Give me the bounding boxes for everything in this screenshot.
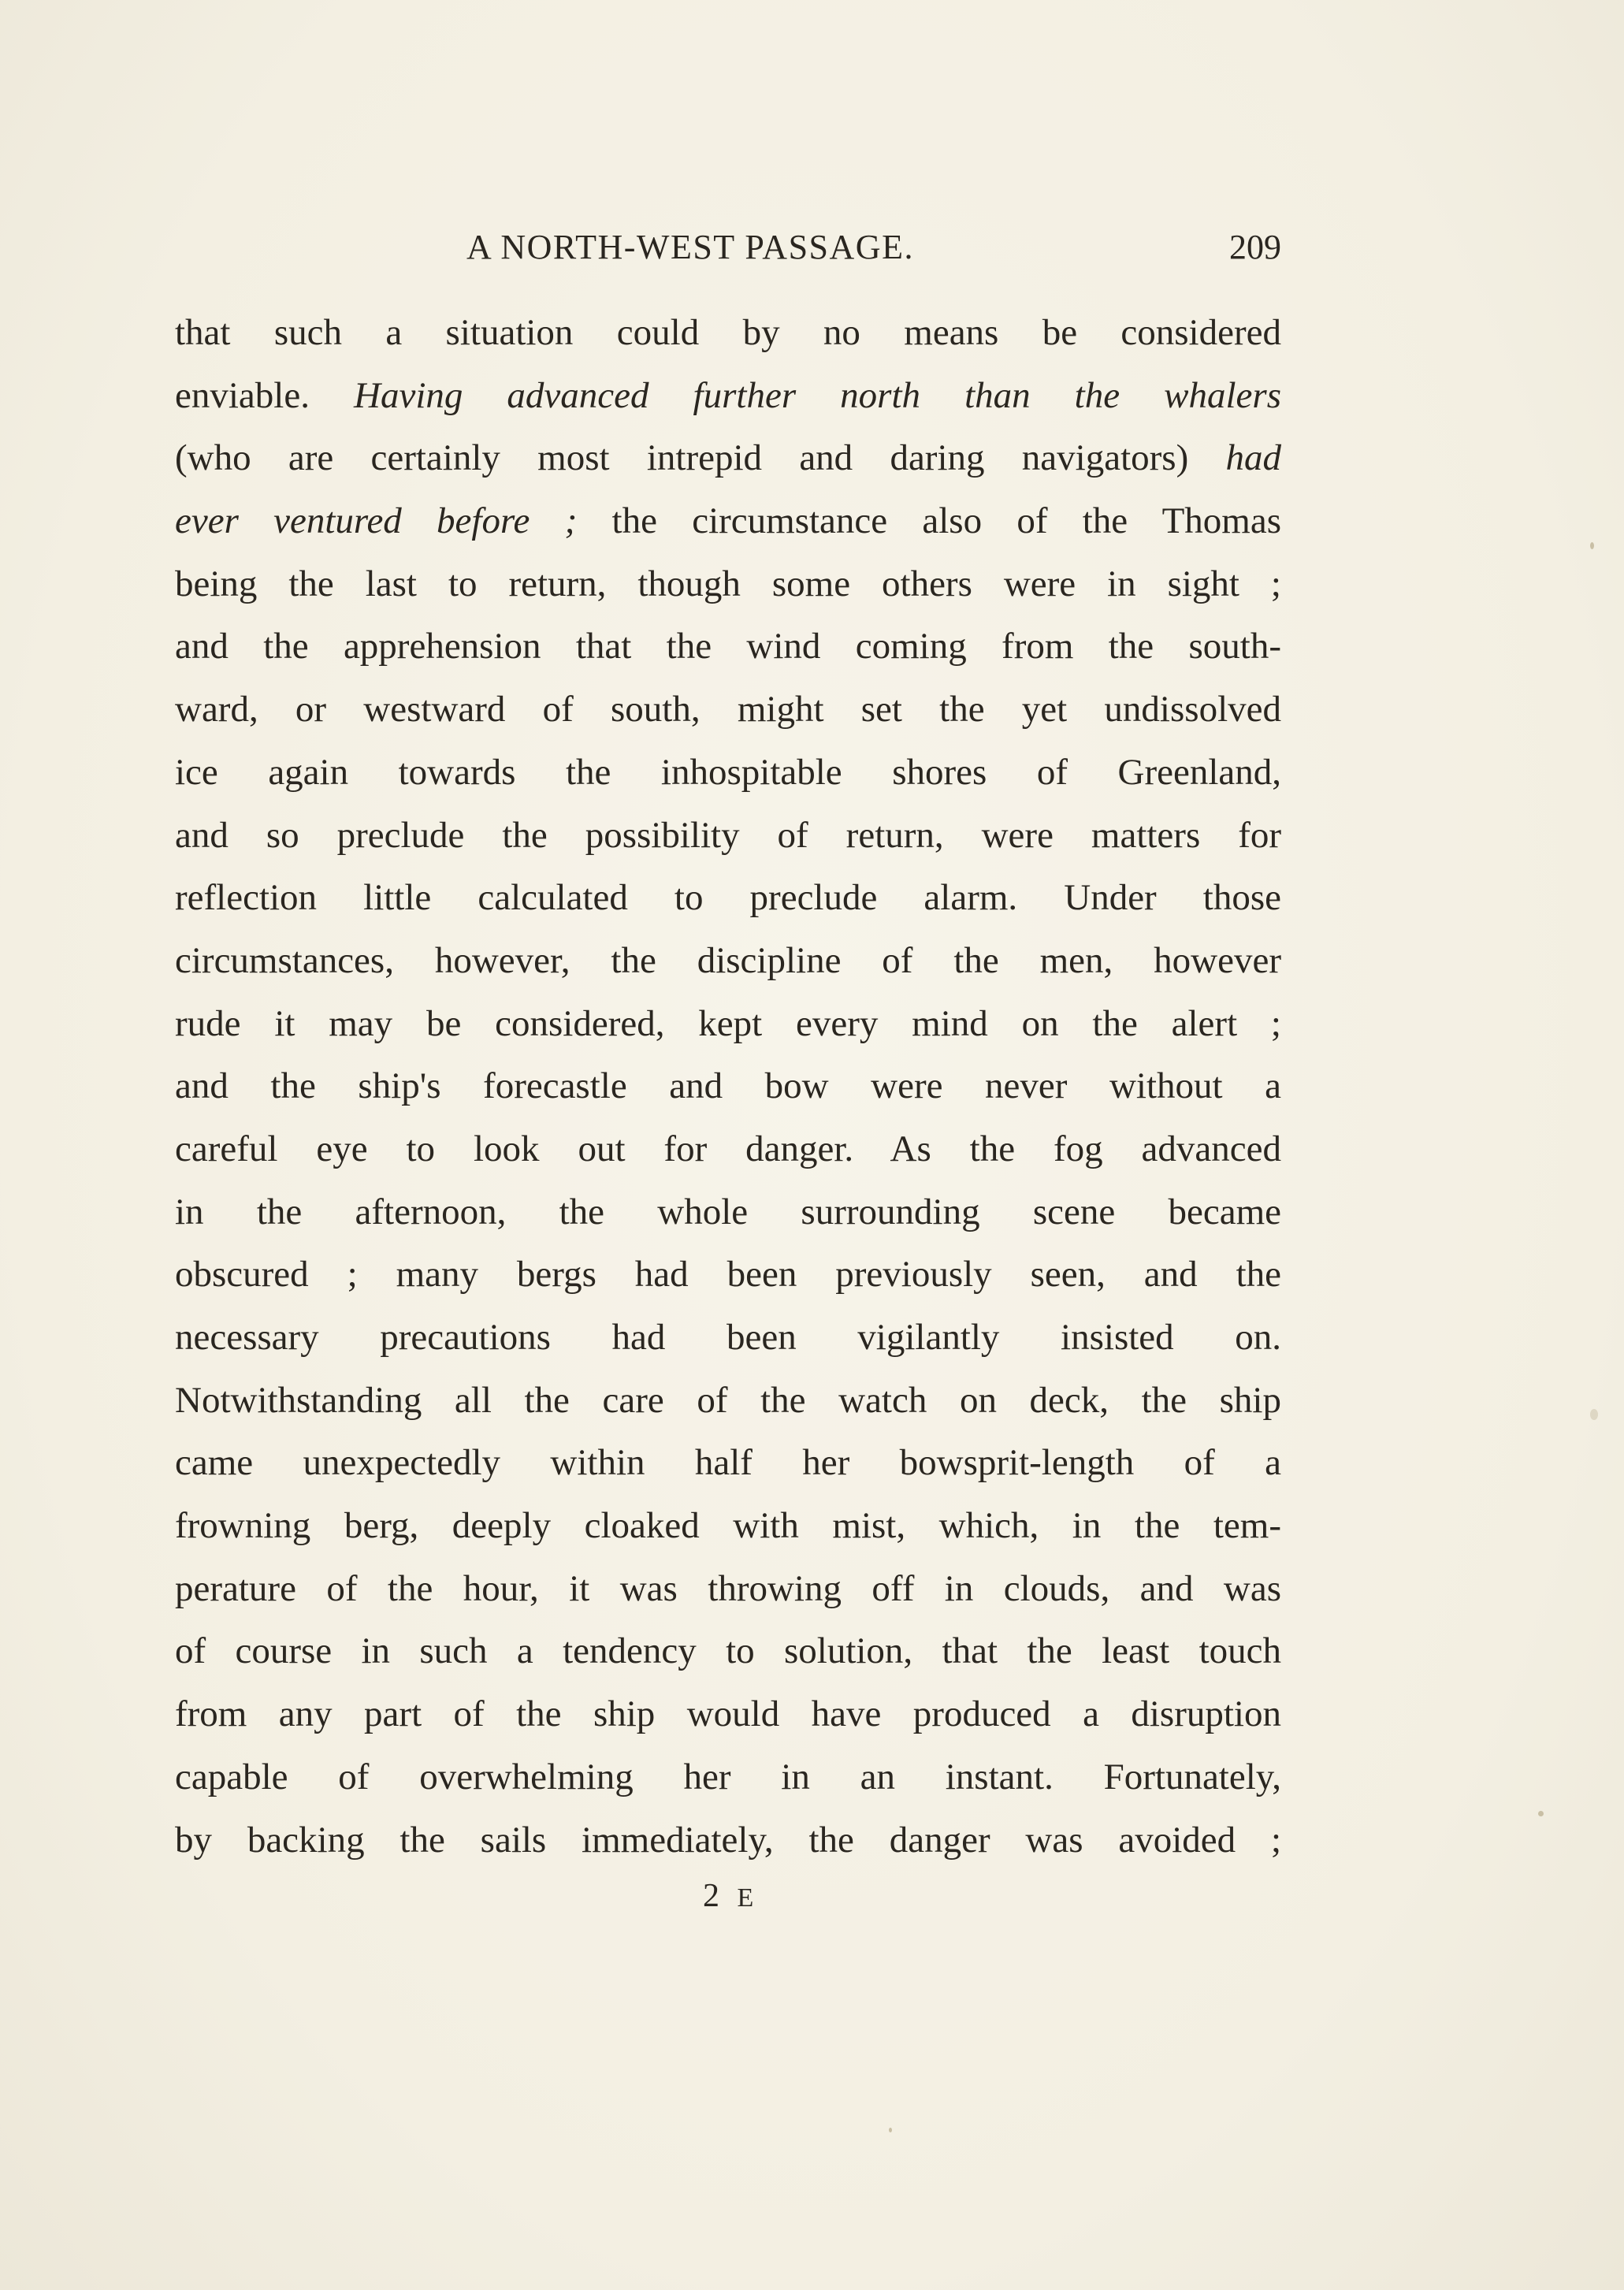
text-line: perature of the hour, it was throwing off in clouds, and was <box>175 1567 1281 1609</box>
text-line: enviable. Having advanced further north than the whalers <box>175 374 1281 416</box>
printer-signature-mark <box>703 1877 758 1915</box>
text-line: and the apprehension that the wind coming from the south- <box>175 626 1281 667</box>
text-line: (who are certainly most intrepid and daring navigators) had <box>175 437 1281 479</box>
text-line: necessary precautions had been vigilantly insisted on. <box>175 1317 1281 1358</box>
text-line: obscured ; many bergs had been previously seen, and the <box>175 1254 1281 1296</box>
body-text <box>175 302 1281 1872</box>
text-line: that such a situation could by no means be considered <box>175 312 1281 353</box>
text-line: Notwithstanding all the care of the watch on deck, the ship <box>175 1379 1281 1421</box>
running-title: A NORTH-WEST PASSAGE. <box>466 228 914 266</box>
signature-number: 2 <box>703 1878 724 1914</box>
text-line: by backing the sails immediately, the danger was avoided ; <box>175 1819 1281 1861</box>
page-number: 209 <box>1229 228 1281 266</box>
italic-text: had <box>1225 437 1281 479</box>
text-line: from any part of the ship would have produced a disruption <box>175 1693 1281 1735</box>
text-line: and so preclude the possibility of return, were matters for <box>175 814 1281 856</box>
italic-text: Having advanced further north than the whalers <box>354 374 1281 416</box>
paper-speck <box>1538 1811 1544 1816</box>
text-line: reflection little calculated to preclude alarm. Under those <box>175 877 1281 919</box>
text-line: being the last to return, though some others were in sight ; <box>175 563 1281 604</box>
text-line: careful eye to look out for danger. As the fog advanced <box>175 1128 1281 1169</box>
paper-speck <box>1590 1409 1598 1420</box>
text-line: ever ventured before ; the circumstance also of the Thomas <box>175 500 1281 542</box>
text-line: frowning berg, deeply cloaked with mist, which, in the tem- <box>175 1505 1281 1547</box>
paper-speck <box>1590 542 1594 549</box>
text-line: circumstances, however, the discipline of the men, however <box>175 939 1281 981</box>
text-line: came unexpectedly within half her bowsprit-length of a <box>175 1442 1281 1484</box>
text-line: rude it may be considered, kept every mind on the alert ; <box>175 1002 1281 1044</box>
text-line: in the afternoon, the whole surrounding scene became <box>175 1191 1281 1232</box>
paper-speck <box>889 2128 892 2132</box>
text-line: of course in such a tendency to solution, that the least touch <box>175 1630 1281 1672</box>
text-line: and the ship's forecastle and bow were never without a <box>175 1065 1281 1107</box>
signature-letter: E <box>737 1883 759 1913</box>
running-head <box>175 227 1281 274</box>
text-line: ice again towards the inhospitable shores of Greenland, <box>175 751 1281 793</box>
text-line: capable of overwhelming her in an instant. Fortunately, <box>175 1756 1281 1797</box>
italic-text: ever ventured before ; <box>175 500 578 542</box>
text-line: ward, or westward of south, might set the yet undissolved <box>175 689 1281 730</box>
